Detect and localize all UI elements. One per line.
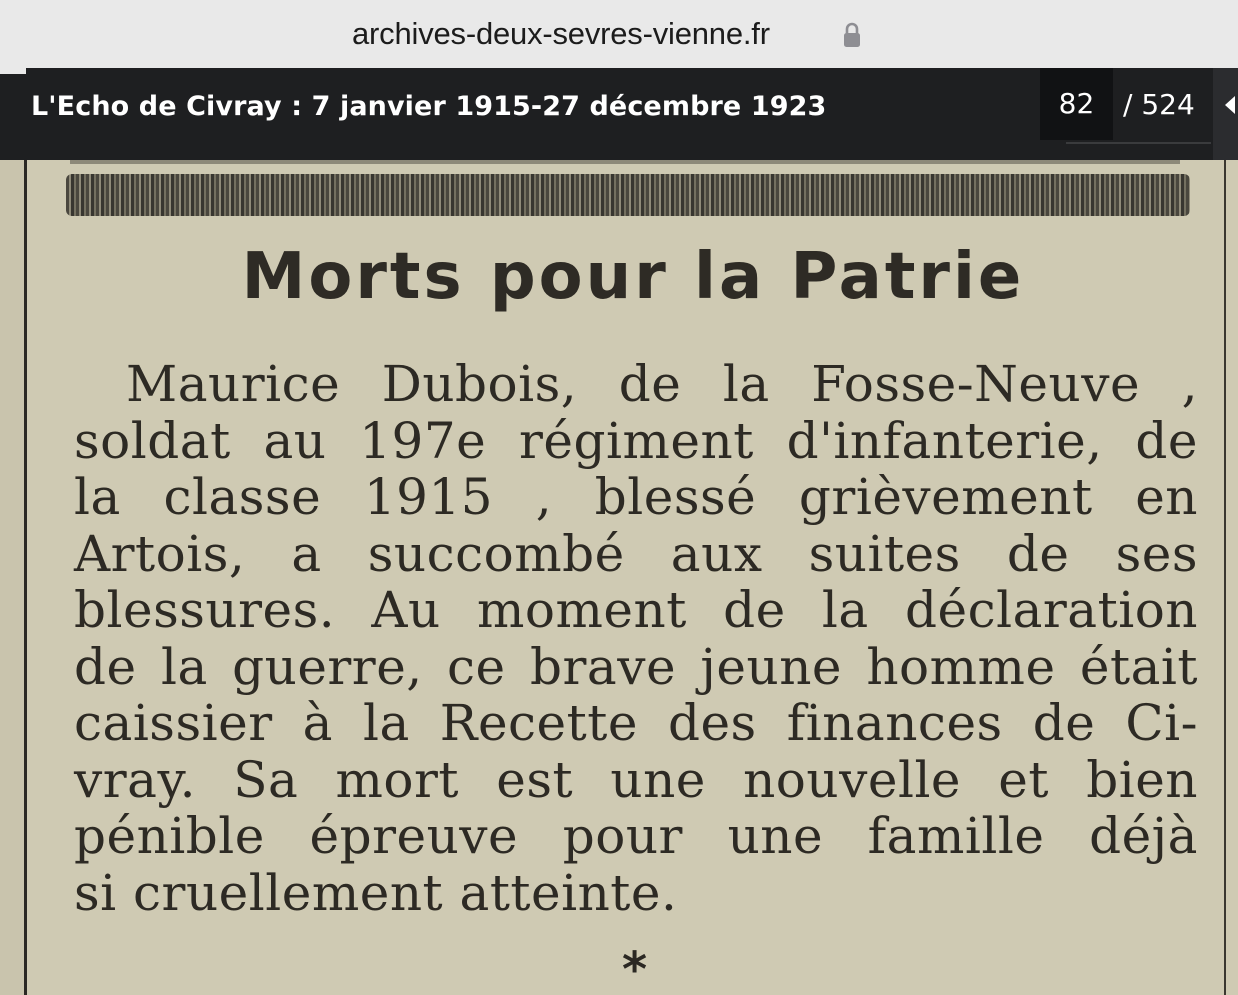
- page-input-underline: [1066, 142, 1211, 144]
- cropped-previous-text: [70, 160, 1180, 164]
- previous-page-button[interactable]: [1213, 68, 1238, 160]
- article-line: si cruellement atteinte.: [74, 863, 678, 922]
- section-separator: *: [622, 942, 648, 995]
- page-number-input[interactable]: 82: [1040, 68, 1113, 140]
- article-line: pénible épreuve pour une famille déjà: [74, 807, 1198, 865]
- viewer-edge: [0, 68, 26, 74]
- article-line: la classe 1915 , blessé grièvement en: [74, 468, 1198, 526]
- article-line: caissier à la Recette des finances de Ci-: [74, 694, 1198, 752]
- chevron-left-icon: [1213, 68, 1238, 160]
- document-title: L'Echo de Civray : 7 janvier 1915-27 décembre 1923: [31, 91, 827, 122]
- lock-icon: [843, 22, 861, 48]
- article-line: vray. Sa mort est une nouvelle et bien: [74, 750, 1198, 809]
- viewer-header: [0, 68, 1238, 160]
- scanned-newspaper-page[interactable]: [0, 160, 1238, 995]
- article-headline: Morts pour la Patrie: [241, 240, 1025, 314]
- article-line: Artois, a succombé aux suites de ses: [74, 524, 1198, 583]
- page-total: / 524: [1123, 88, 1195, 121]
- article-line: soldat au 197e régiment d'infanterie, de: [74, 411, 1198, 470]
- ornamental-divider: [66, 174, 1190, 216]
- url-text[interactable]: archives-deux-sevres-vienne.fr: [352, 16, 770, 51]
- article-line: blessures. Au moment de la déclaration: [74, 581, 1198, 639]
- article-body: [74, 356, 1198, 921]
- article-line: de la guerre, ce brave jeune homme était: [74, 637, 1198, 696]
- browser-address-bar[interactable]: [0, 0, 1238, 68]
- article-line: Maurice Dubois, de la Fosse-Neuve ,: [126, 355, 1198, 413]
